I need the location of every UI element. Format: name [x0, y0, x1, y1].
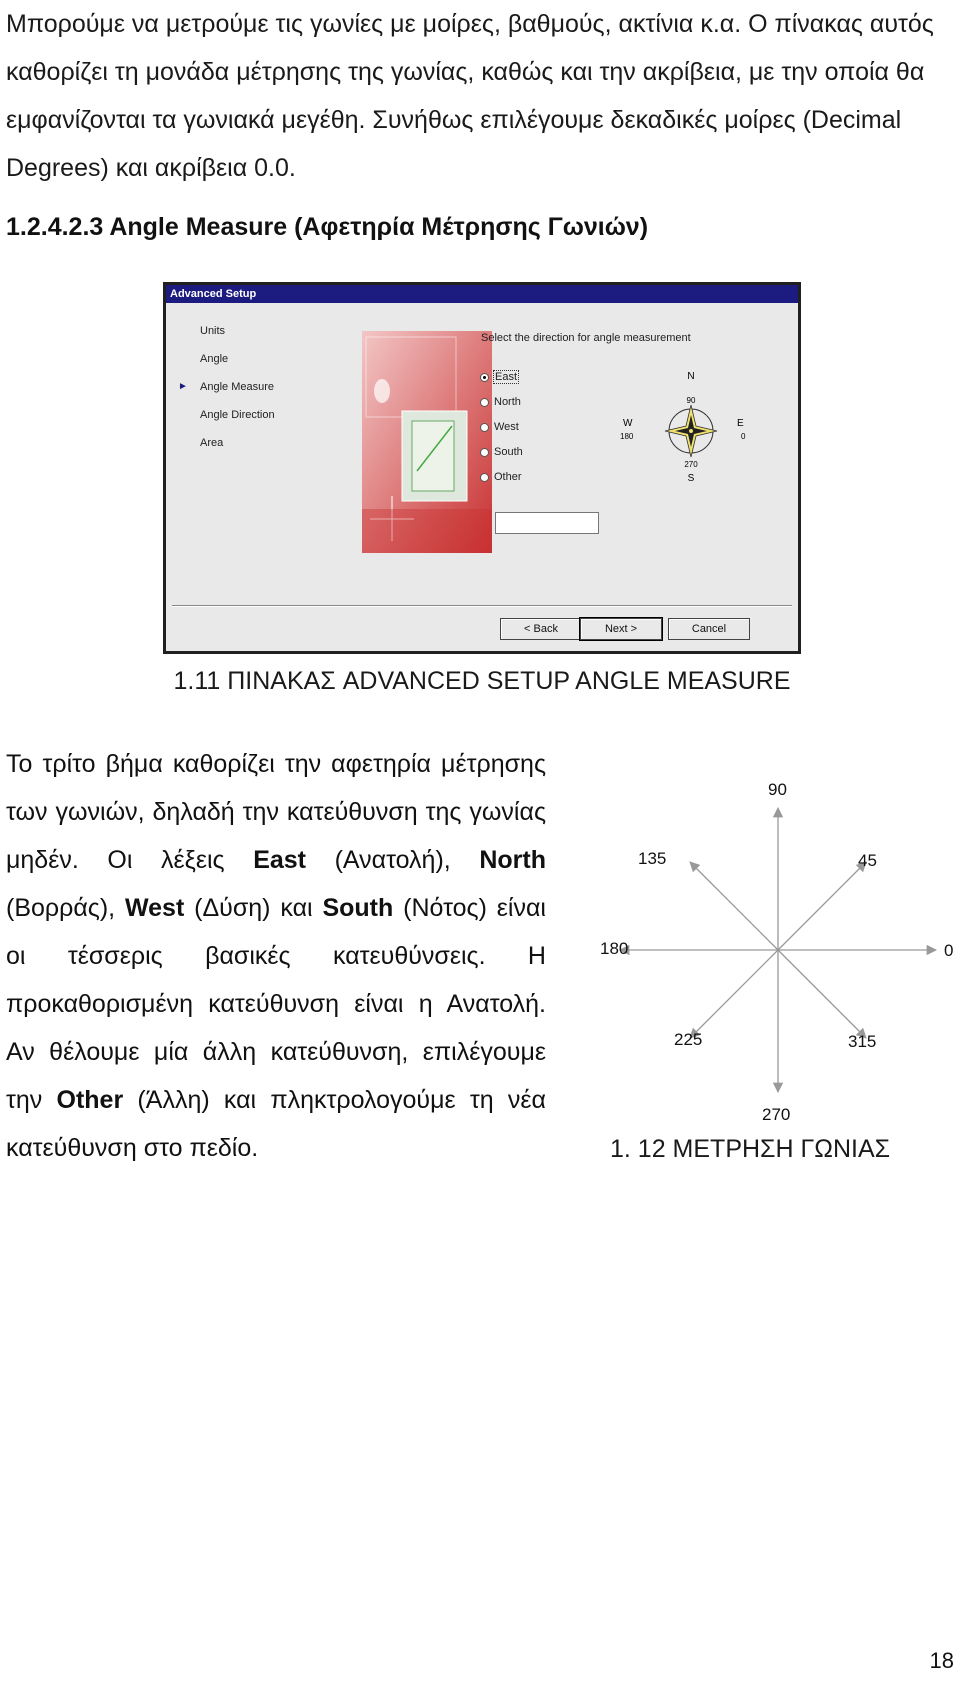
radio-north[interactable] [480, 396, 521, 408]
other-direction-input[interactable] [495, 512, 599, 534]
radio-other[interactable] [480, 471, 522, 483]
button-separator [172, 605, 792, 607]
arrow-225 [690, 950, 778, 1038]
term-south: South [322, 894, 394, 922]
body-text-run: (Νότος) είναι οι τέσσερις βασικές κατευθύνσεις. Η προκαθορισμένη κατεύθυνση είναι η Ανατολή. [6, 894, 546, 1018]
label-315: 315 [848, 1032, 877, 1051]
figure-caption-1: 1.11 ΠΙΝΑΚΑΣ ADVANCED SETUP ANGLE MEASURE [173, 667, 791, 695]
radio-other-dot[interactable] [480, 473, 489, 482]
angle-measurement-diagram [596, 770, 960, 1130]
body-text-run: Αν θέλουμε μία άλλη κατεύθυνση, επιλέγουμε την [6, 1038, 546, 1114]
nav-item-area[interactable]: Area [200, 437, 224, 449]
radio-north-label: North [494, 396, 521, 408]
compass-deg-e: 0 [741, 432, 746, 441]
radio-other-label: Other [494, 471, 522, 483]
body-text-run: (Δύση) και [184, 894, 323, 922]
arrow-45 [778, 862, 866, 950]
next-button[interactable]: Next > [580, 618, 662, 640]
back-button[interactable]: < Back [500, 618, 582, 640]
radio-south-dot[interactable] [480, 448, 489, 457]
label-90: 90 [768, 780, 787, 799]
label-180: 180 [600, 939, 629, 958]
current-step-arrow-icon: ► [178, 381, 188, 392]
compass-deg-w: 180 [620, 432, 634, 441]
cancel-button[interactable]: Cancel [668, 618, 750, 640]
radio-north-dot[interactable] [480, 398, 489, 407]
term-other: Other [56, 1086, 124, 1114]
body-text-run: (Ανατολή), [306, 846, 480, 874]
radio-south[interactable] [480, 446, 523, 458]
nav-item-units[interactable]: Units [200, 325, 226, 337]
dialog-title: Advanced Setup [166, 285, 798, 303]
radio-west[interactable] [480, 421, 519, 433]
body-text [6, 740, 546, 1172]
radio-west-label: West [494, 421, 519, 433]
section-heading: 1.2.4.2.3 Angle Measure (Αφετηρία Μέτρησης Γωνιών) [6, 213, 649, 241]
advanced-setup-dialog [163, 282, 801, 654]
nav-item-angle[interactable]: Angle [200, 353, 229, 365]
body-text-run: (Βορράς), [6, 894, 125, 922]
figure-caption-2: 1. 12 ΜΕΤΡΗΣΗ ΓΩΝΙΑΣ [610, 1135, 891, 1163]
nav-item-angle-measure[interactable]: Angle Measure [200, 381, 274, 393]
body-text-run: (Άλλη) και πληκτρολογούμε τη νέα κατεύθυνση στο πεδίο. [6, 1086, 546, 1162]
body-paragraph-2 [6, 1028, 546, 1172]
compass-e: E [737, 418, 744, 429]
radio-south-label: South [494, 446, 523, 458]
radio-east[interactable] [480, 371, 518, 383]
label-0: 0 [944, 941, 954, 960]
arrow-135 [690, 862, 778, 950]
compass-deg-s: 270 [684, 460, 698, 469]
term-east: East [253, 846, 307, 874]
radio-west-dot[interactable] [480, 423, 489, 432]
label-45: 45 [858, 851, 877, 870]
setup-illustration [362, 331, 492, 553]
compass-n: N [687, 371, 695, 382]
radio-east-label: East [495, 371, 518, 383]
label-135: 135 [638, 849, 667, 868]
page-number: 18 [929, 1648, 954, 1673]
nav-item-angle-direction[interactable]: Angle Direction [200, 409, 275, 421]
compass-w: W [623, 418, 633, 429]
compass-rose-icon [617, 371, 767, 501]
body-text-run: Το τρίτο βήμα καθορίζει την αφετηρία μέτρησης των γωνιών, δηλαδή την κατεύθυνση της γωνίας μηδέν. Οι λέξεις [6, 750, 546, 874]
label-225: 225 [674, 1030, 703, 1049]
term-north: North [479, 846, 546, 874]
radio-east-dot[interactable] [480, 373, 489, 382]
term-west: West [125, 894, 185, 922]
intro-paragraph [6, 0, 956, 192]
intro-text: Μπορούμε να μετρούμε τις γωνίες με μοίρες, βαθμούς, ακτίνια κ.α. Ο πίνακας αυτός καθορίζει τη μονάδα μέτρησης της γωνίας, καθώς και την ακρίβεια, με την οποία θα εμφανίζονται τα γωνιακά μεγέθη. Συνήθως επιλέγουμε δεκαδικές μοίρες (Decimal Degrees) και ακρίβεια 0.0. [6, 10, 934, 182]
compass-s: S [687, 473, 695, 484]
compass-deg-n: 90 [686, 396, 696, 405]
body-paragraph-1 [6, 740, 546, 1028]
arrow-315 [778, 950, 866, 1038]
label-270: 270 [762, 1105, 791, 1124]
direction-prompt: Select the direction for angle measurement [481, 332, 691, 344]
